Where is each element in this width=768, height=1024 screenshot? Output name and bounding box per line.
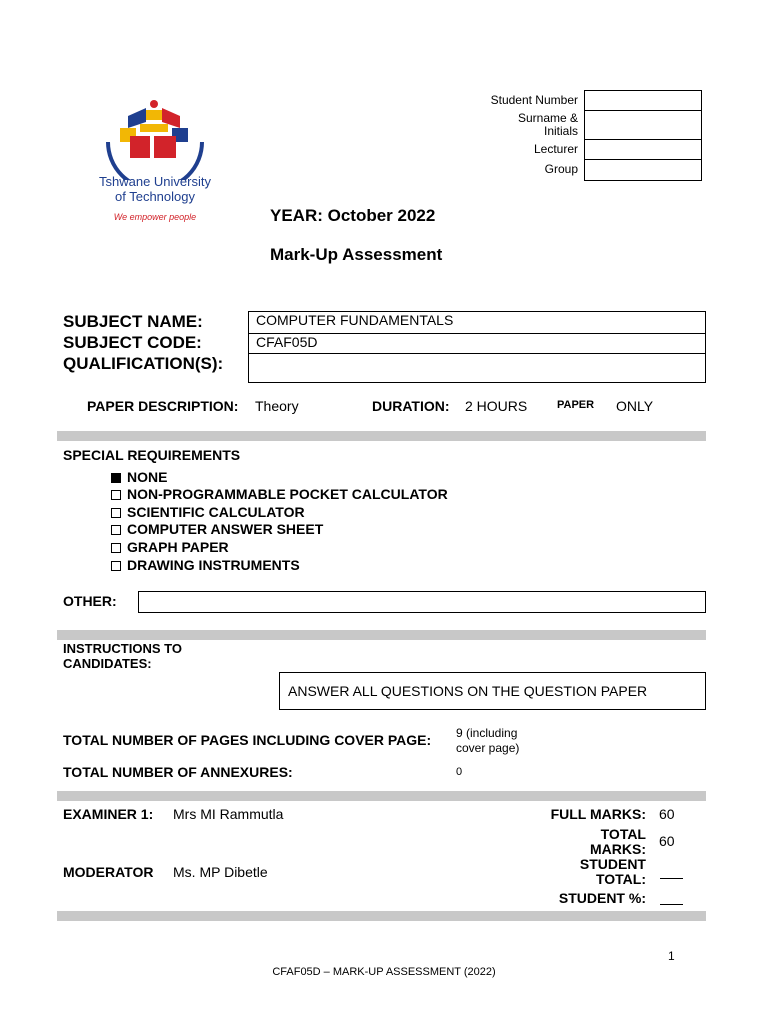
- checkbox-icon[interactable]: [111, 561, 121, 571]
- checkbox-checked-icon[interactable]: [111, 473, 121, 483]
- total-marks-label-l1: TOTAL: [600, 826, 646, 842]
- requirement-pocket-calculator[interactable]: [111, 486, 448, 502]
- logo-name-line2: of Technology: [115, 189, 195, 204]
- subject-code-value: CFAF05D: [256, 334, 318, 350]
- instructions-text: ANSWER ALL QUESTIONS ON THE QUESTION PAPER: [288, 683, 648, 699]
- assessment-heading: Mark-Up Assessment: [270, 245, 443, 264]
- tut-emblem-icon: [80, 98, 230, 180]
- other-label: OTHER:: [63, 593, 117, 609]
- footer-text: CFAF05D – MARK-UP ASSESSMENT (2022): [272, 966, 496, 978]
- group-label: Group: [544, 162, 578, 176]
- total-pages-value-l1: 9 (including: [456, 726, 518, 740]
- lecturer-label: Lecturer: [533, 142, 578, 156]
- logo-tagline: We empower people: [113, 212, 197, 222]
- instructions-box: [279, 672, 706, 710]
- student-percent-label: STUDENT %:: [558, 890, 646, 906]
- student-number-field[interactable]: [584, 90, 702, 111]
- surname-field[interactable]: [584, 110, 702, 140]
- requirement-none[interactable]: [111, 469, 167, 485]
- subject-name-cell: [248, 311, 706, 334]
- checkbox-icon[interactable]: [111, 525, 121, 535]
- subject-name-label: SUBJECT NAME:: [63, 312, 203, 331]
- subject-code-cell: [248, 333, 706, 354]
- full-marks-label: FULL MARKS:: [550, 806, 646, 822]
- annexures-label: TOTAL NUMBER OF ANNEXURES:: [63, 764, 293, 780]
- requirement-answer-sheet[interactable]: [111, 521, 323, 537]
- requirement-graph-paper[interactable]: [111, 539, 229, 555]
- checkbox-icon[interactable]: [111, 543, 121, 553]
- duration-label: DURATION:: [372, 398, 450, 414]
- full-marks-value: 60: [659, 806, 675, 822]
- divider-bar-3: [57, 791, 706, 801]
- duration-value: 2 HOURS: [465, 398, 528, 414]
- page-number: 1: [668, 949, 675, 963]
- student-total-line[interactable]: [660, 878, 683, 879]
- requirement-label: SCIENTIFIC CALCULATOR: [127, 504, 305, 520]
- paper-only-value: ONLY: [616, 398, 654, 414]
- student-percent-line[interactable]: [660, 904, 683, 905]
- instructions-label-l1: INSTRUCTIONS TO: [63, 641, 182, 656]
- year-heading: YEAR: October 2022: [270, 206, 436, 225]
- logo-name-line1: Tshwane University: [99, 174, 211, 189]
- group-field[interactable]: [584, 159, 702, 181]
- divider-bar-1: [57, 431, 706, 441]
- examiner-label: EXAMINER 1:: [63, 806, 154, 822]
- requirement-label: COMPUTER ANSWER SHEET: [127, 521, 324, 537]
- lecturer-field[interactable]: [584, 139, 702, 160]
- examiner-value: Mrs MI Rammutla: [173, 806, 284, 822]
- special-requirements-title: SPECIAL REQUIREMENTS: [63, 447, 241, 463]
- requirement-drawing-instruments[interactable]: [111, 557, 300, 573]
- requirement-label: GRAPH PAPER: [127, 539, 229, 555]
- paper-description-value: Theory: [255, 398, 299, 414]
- total-pages-value-l2: cover page): [456, 741, 520, 755]
- total-pages-label: TOTAL NUMBER OF PAGES INCLUDING COVER PAGE:: [63, 732, 432, 748]
- subject-code-label: SUBJECT CODE:: [63, 333, 202, 352]
- subject-name-value: COMPUTER FUNDAMENTALS: [256, 312, 454, 328]
- moderator-value: Ms. MP Dibetle: [173, 864, 268, 880]
- student-total-label-l2: TOTAL:: [595, 871, 646, 887]
- annexures-value: 0: [456, 766, 463, 778]
- student-total-label-l1: STUDENT: [579, 856, 646, 872]
- qualification-label: QUALIFICATION(S):: [63, 354, 224, 373]
- paper-description-label: PAPER DESCRIPTION:: [87, 398, 239, 414]
- instructions-label-l2: CANDIDATES:: [63, 656, 152, 671]
- student-number-label: Student Number: [490, 93, 578, 107]
- moderator-label: MODERATOR: [63, 864, 154, 880]
- other-field[interactable]: [138, 591, 706, 613]
- surname-label-l1: Surname &: [517, 111, 578, 125]
- tut-logo: [80, 98, 230, 228]
- surname-label-l2: Initials: [543, 124, 578, 138]
- total-marks-label-l2: MARKS:: [590, 841, 646, 857]
- requirement-label: NON-PROGRAMMABLE POCKET CALCULATOR: [127, 486, 448, 502]
- checkbox-icon[interactable]: [111, 508, 121, 518]
- requirement-label: DRAWING INSTRUMENTS: [127, 557, 300, 573]
- divider-bar-4: [57, 911, 706, 921]
- requirement-scientific-calculator[interactable]: [111, 504, 305, 520]
- requirement-label: NONE: [127, 469, 168, 485]
- divider-bar-2: [57, 630, 706, 640]
- total-marks-value: 60: [659, 833, 675, 849]
- paper-only-label: PAPER: [557, 399, 595, 411]
- qualification-cell: [248, 353, 706, 383]
- checkbox-icon[interactable]: [111, 490, 121, 500]
